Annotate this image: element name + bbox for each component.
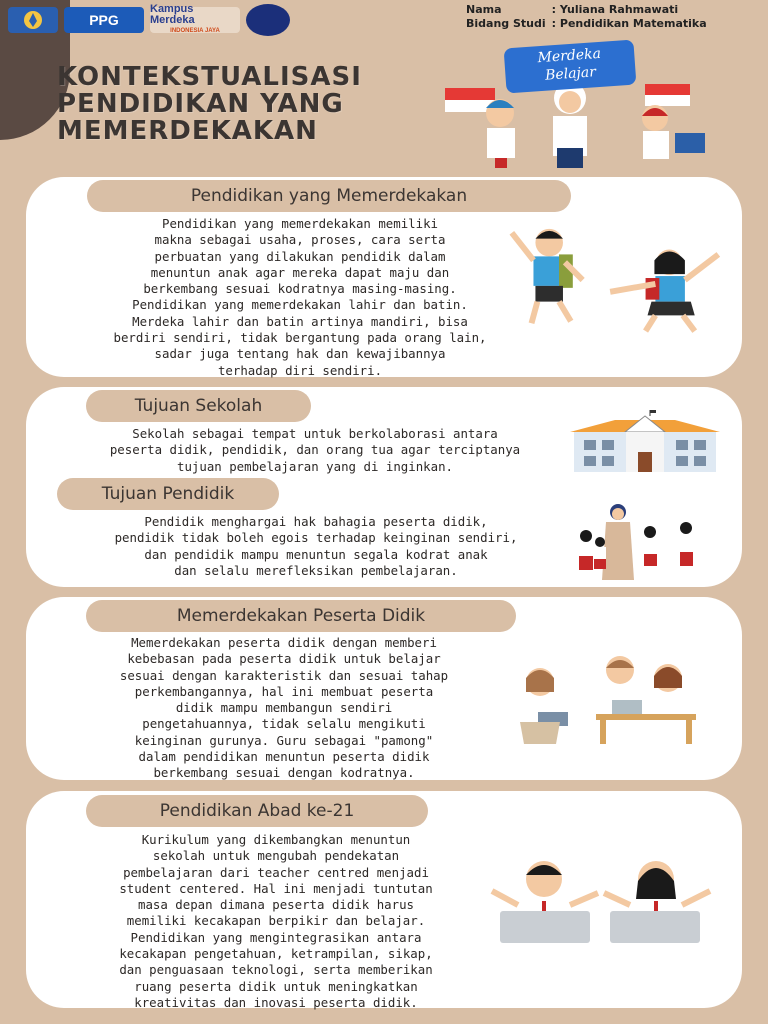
logo-bar — [8, 4, 290, 36]
text-line: ruang peserta didik untuk meningkatkan — [134, 978, 418, 994]
text-line: perbuatan yang dilakukan pendidik dalam — [154, 248, 446, 264]
school-building-illustration — [570, 410, 720, 472]
text-line: peserta didik, pendidik, dan orang tua agar terciptanya — [109, 442, 521, 458]
text-line: kecakapan pengetahuan, ketrampilan, sikap, — [119, 946, 433, 962]
kemendikbud-logo — [8, 7, 58, 33]
text-line: sesuai dengan karakteristik dan sesuai tahap — [119, 667, 449, 683]
text-line: Kurikulum yang dikembangkan menuntun — [141, 832, 411, 847]
title-line-3: MEMERDEKAKAN — [57, 116, 318, 146]
kampus-merdeka-subtext: INDONESIA JAYA — [170, 27, 220, 34]
ppg-logo-text: PPG — [89, 12, 119, 28]
name-label: Nama — [466, 3, 502, 16]
students-flag-illustration — [445, 78, 745, 168]
field-value: : Pendidikan Matematika — [551, 17, 707, 30]
text-line: Sekolah sebagai tempat untuk berkolaborasi antara — [132, 426, 498, 441]
text-line: dan pendidik mampu menuntun segala kodrat anak — [144, 546, 488, 562]
text-line: Pendidik menghargai hak bahagia peserta didik, — [144, 514, 488, 529]
text-line: dalam pendidikan menuntun peserta didik — [138, 749, 430, 765]
text-line: sadar juga tentang hak dan kewajibannya — [154, 346, 446, 362]
text-line: student centered. Hal ini menjadi tuntutan — [119, 880, 433, 896]
text-line: Pendidikan yang mengintegrasikan antara — [130, 929, 422, 945]
text-line: tujuan pembelajaran yang di inginkan. — [176, 458, 453, 474]
ppg-logo — [64, 7, 144, 33]
text-line: terhadap diri sendiri. — [217, 362, 383, 378]
jumping-students-illustration — [502, 215, 738, 343]
title-line-2: PENDIDIKAN YANG — [57, 89, 344, 119]
text-line: dan selalu merefleksikan pembelajaran. — [174, 562, 458, 578]
teacher-students-illustration — [572, 502, 702, 582]
kampus-merdeka-text: Kampus Merdeka — [150, 2, 195, 26]
heading-tujuan-pendidik: Tujuan Pendidik — [57, 478, 279, 510]
text-tujuan-sekolah — [50, 426, 580, 475]
text-line: perkembangannya, hal ini membuat peserta — [134, 683, 434, 699]
students-studying-illustration — [500, 652, 720, 747]
text-line: Memerdekakan peserta didik dengan memberi — [131, 635, 437, 650]
text-pendidikan-abad-21 — [46, 832, 506, 1011]
text-line: keinginan gurunya. Guru sebagai "pamong" — [134, 732, 434, 748]
text-line: pembelajaran dari teacher centred menjadi — [123, 864, 429, 880]
name-value: : Yuliana Rahmawati — [551, 3, 679, 16]
text-memerdekakan-peserta-didik — [44, 635, 524, 782]
text-line: sekolah untuk mengubah pendekatan — [152, 848, 400, 864]
text-tujuan-pendidik — [56, 514, 576, 579]
heading-pendidikan-abad-21: Pendidikan Abad ke-21 — [86, 795, 428, 827]
text-pendidikan-memerdekakan — [40, 216, 560, 379]
author-info — [466, 3, 713, 31]
text-line: masa depan dimana peserta didik harus — [137, 897, 414, 913]
title-line-1: KONTEKSTUALISASI — [57, 62, 362, 92]
text-line: memiliki kecakapan berpikir dan belajar. — [126, 913, 426, 929]
text-line: pengetahuannya, tidak selalu mengikuti — [142, 716, 426, 732]
text-line: menuntun anak agar mereka dapat maju dan — [150, 264, 450, 280]
text-line: kreativitas dan inovasi peserta didik. — [134, 994, 418, 1010]
kampus-merdeka-logo — [150, 2, 240, 34]
text-line: Pendidikan yang memerdekakan lahir dan batin. — [132, 297, 468, 313]
badge-line-2: Belajar — [544, 64, 597, 84]
field-row — [466, 17, 713, 31]
merdeka-belajar-badge — [504, 40, 637, 94]
page-title — [57, 64, 362, 145]
text-line: dan penguasaan teknologi, serta memberikan — [119, 962, 433, 978]
text-line: Merdeka lahir dan batin artinya mandiri, bisa — [132, 313, 468, 329]
badge-line-1: Merdeka — [537, 45, 602, 67]
text-line: berdiri sendiri, tidak bergantung pada orang lain, — [113, 330, 487, 346]
students-laptop-illustration — [488, 855, 718, 945]
text-line: berkembang sesuai kodratnya masing-masing. — [143, 281, 457, 297]
text-line: makna sebagai usaha, proses, cara serta — [154, 232, 446, 248]
heading-pendidikan-memerdekakan: Pendidikan yang Memerdekakan — [87, 180, 571, 212]
heading-tujuan-sekolah: Tujuan Sekolah — [86, 390, 311, 422]
text-line: Pendidikan yang memerdekakan memiliki — [161, 216, 438, 231]
text-line: pendidik tidak boleh egois terhadap keinginan sendiri, — [114, 530, 518, 546]
name-row — [466, 3, 713, 17]
text-line: kebebasan pada peserta didik untuk belajar — [127, 651, 441, 667]
heading-memerdekakan-peserta-didik: Memerdekakan Peserta Didik — [86, 600, 516, 632]
text-line: berkembang sesuai dengan kodratnya. — [153, 765, 415, 781]
university-logo — [246, 4, 290, 36]
field-label: Bidang Studi — [466, 17, 546, 30]
text-line: didik mampu membangun sendiri — [175, 700, 393, 716]
